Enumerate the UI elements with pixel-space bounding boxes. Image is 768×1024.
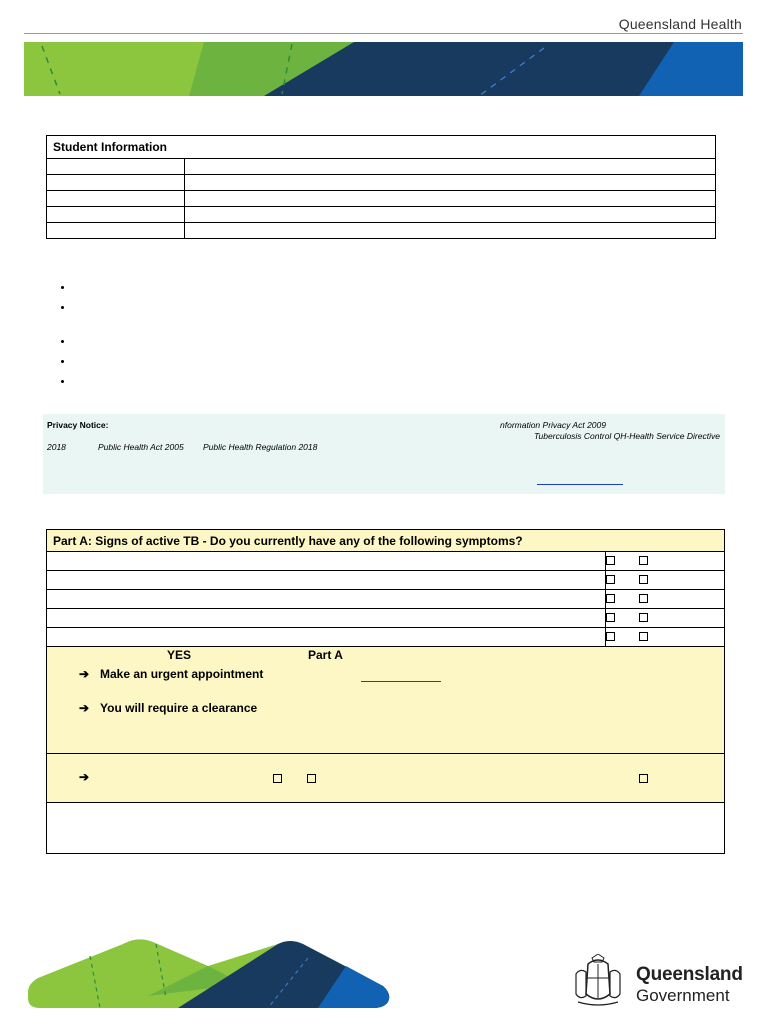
table-row: [47, 609, 725, 628]
field-label: [47, 159, 185, 175]
header-banner: [24, 42, 743, 96]
instructions-box: [47, 647, 725, 754]
yes-checkbox[interactable]: [606, 613, 615, 622]
part-a-table: [46, 529, 725, 854]
privacy-act-ref: Public Health Regulation 2018: [203, 442, 318, 452]
yes-word: YES: [167, 648, 192, 662]
qld-government-logo: [572, 950, 748, 1008]
field-label: [47, 191, 185, 207]
header-rule: [24, 33, 743, 34]
field-input[interactable]: [185, 175, 716, 191]
coat-of-arms-icon: [572, 954, 624, 1008]
student-info-title: Student Information: [47, 136, 716, 159]
field-label: [47, 207, 185, 223]
privacy-directive-ref: Tuberculosis Control QH-Health Service Directive: [534, 431, 720, 441]
comments-field[interactable]: [47, 803, 725, 854]
confirm-checkbox[interactable]: [639, 774, 648, 783]
footer-banner: [28, 936, 392, 1008]
field-label: [47, 223, 185, 239]
symptom-cell: [47, 552, 606, 571]
table-row: [47, 159, 716, 175]
table-row: [47, 552, 725, 571]
privacy-year: 2018: [47, 442, 66, 452]
no-checkbox[interactable]: [639, 632, 648, 641]
urgent-appointment-text: Make an urgent appointment: [100, 667, 264, 681]
no-checkbox[interactable]: [639, 594, 648, 603]
qgov-wordmark-line1: Queensland: [636, 964, 743, 985]
yes-checkbox[interactable]: [606, 594, 615, 603]
arrow-right-icon: ➔: [79, 701, 90, 715]
table-row: [47, 571, 725, 590]
table-row: [47, 207, 716, 223]
table-row: [47, 175, 716, 191]
arrow-right-icon: ➔: [79, 770, 90, 784]
no-checkbox[interactable]: [639, 575, 648, 584]
part-a-word: Part A: [308, 648, 343, 662]
table-row: [47, 191, 716, 207]
declaration-box: [47, 754, 725, 803]
yes-checkbox[interactable]: [606, 575, 615, 584]
privacy-title: Privacy Notice:: [47, 420, 109, 430]
student-info-table: [46, 135, 716, 239]
bullet-list: [58, 282, 74, 396]
yes-checkbox[interactable]: [606, 556, 615, 565]
privacy-act-ref: nformation Privacy Act 2009: [500, 420, 606, 430]
no-checkbox[interactable]: [307, 774, 316, 783]
privacy-link[interactable]: [537, 484, 623, 485]
field-input[interactable]: [185, 207, 716, 223]
symptom-cell: [47, 628, 606, 647]
part-a-title: Part A: Signs of active TB - Do you currently have any of the following symptoms?: [47, 530, 725, 552]
symptom-cell: [47, 609, 606, 628]
appointment-link[interactable]: [361, 681, 441, 682]
field-input[interactable]: [185, 191, 716, 207]
table-row: [47, 628, 725, 647]
yes-checkbox[interactable]: [606, 632, 615, 641]
field-input[interactable]: [185, 159, 716, 175]
symptom-cell: [47, 590, 606, 609]
field-label: [47, 175, 185, 191]
yes-checkbox[interactable]: [273, 774, 282, 783]
symptom-cell: [47, 571, 606, 590]
table-row: [47, 223, 716, 239]
brand-wordmark: Queensland Health: [618, 16, 742, 32]
field-input[interactable]: [185, 223, 716, 239]
arrow-right-icon: ➔: [79, 667, 90, 681]
privacy-notice: [43, 414, 725, 494]
clearance-text: You will require a clearance: [100, 701, 258, 715]
no-checkbox[interactable]: [639, 613, 648, 622]
qgov-wordmark-line2: Government: [636, 986, 730, 1005]
table-row: [47, 590, 725, 609]
privacy-act-ref: Public Health Act 2005: [98, 442, 184, 452]
no-checkbox[interactable]: [639, 556, 648, 565]
